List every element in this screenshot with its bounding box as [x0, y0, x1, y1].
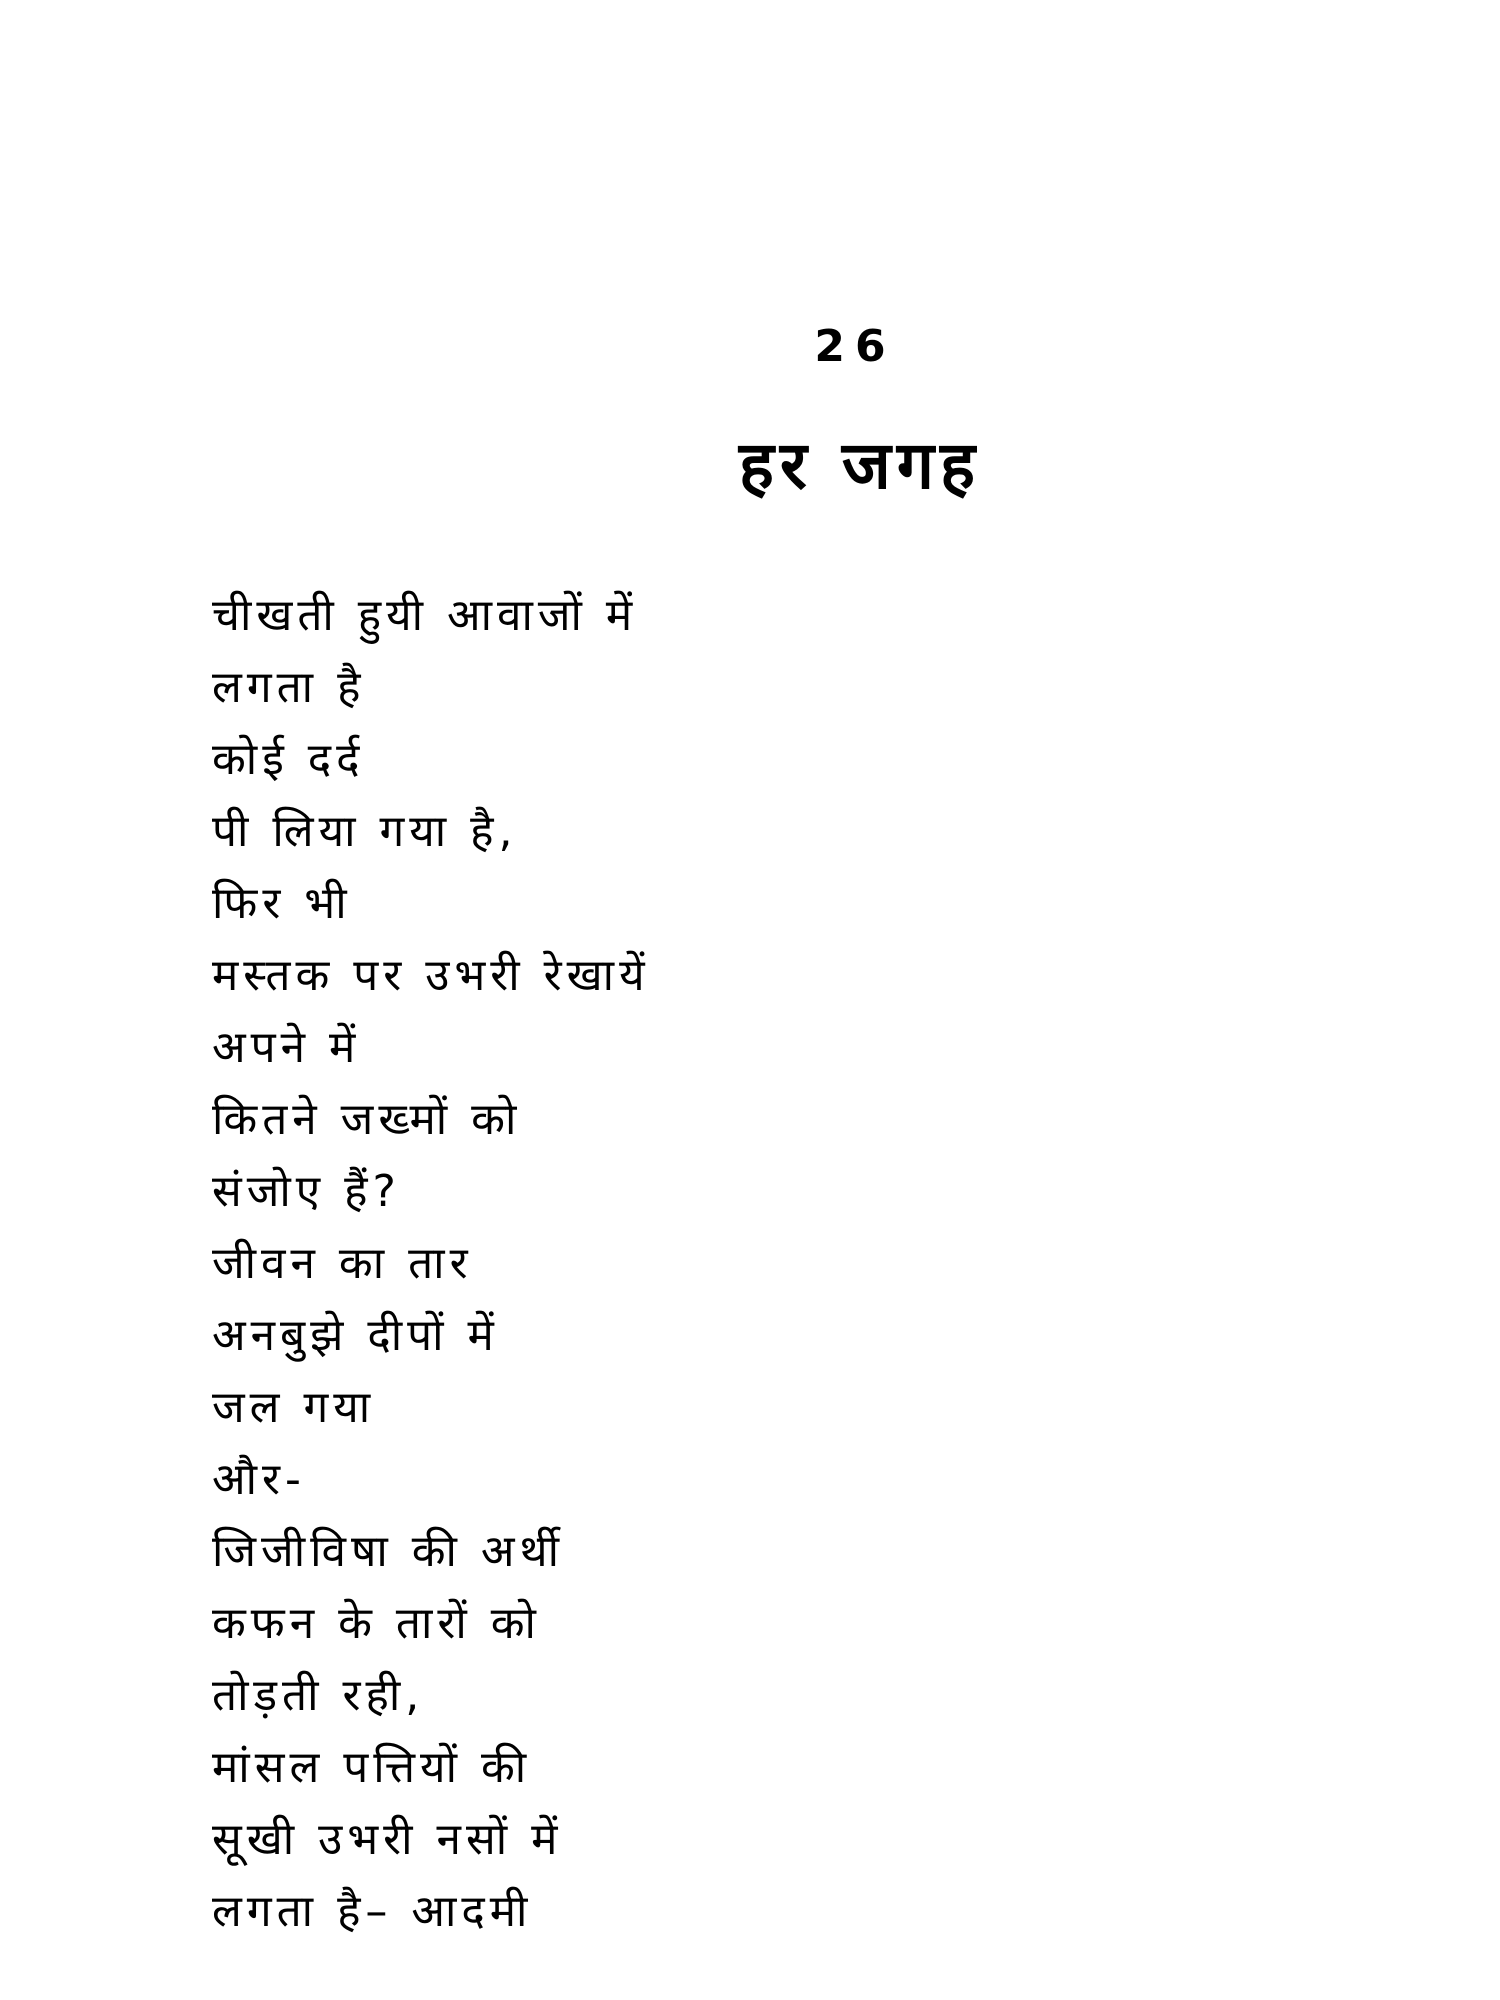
poem-line: और- — [212, 1454, 306, 1505]
poem-line: लगता है– आदमी — [212, 1886, 533, 1937]
poem-line: संजोए हैं? — [212, 1166, 401, 1217]
poem-line: कितने जख्मों को — [212, 1094, 522, 1145]
poem-line: सूखी उभरी नसों में — [212, 1814, 563, 1865]
poem-line: जिजीविषा की अर्थी — [212, 1526, 565, 1577]
poem-line: कफन के तारों को — [212, 1598, 541, 1649]
poem-number: 26 — [814, 321, 896, 372]
poem-title: हर जगह — [738, 427, 982, 504]
poem-line: मांसल पत्तियों की — [212, 1742, 532, 1793]
poem-line: कोई दर्द — [212, 734, 365, 785]
poem-line: पी लिया गया है, — [212, 806, 518, 857]
poem-line: जीवन का तार — [212, 1238, 473, 1289]
poem-line: अपने में — [212, 1022, 361, 1073]
poem-line: लगता है — [212, 662, 366, 713]
poem-body — [212, 580, 1312, 1948]
poem-line: अनबुझे दीपों में — [212, 1310, 499, 1361]
poem-line: तोड़ती रही, — [212, 1670, 425, 1721]
poem-line: मस्तक पर उभरी रेखायें — [212, 950, 650, 1001]
poem-line: फिर भी — [212, 878, 352, 929]
poem-line: चीखती हुयी आवाजों में — [212, 590, 638, 641]
poem-line: जल गया — [212, 1382, 376, 1433]
